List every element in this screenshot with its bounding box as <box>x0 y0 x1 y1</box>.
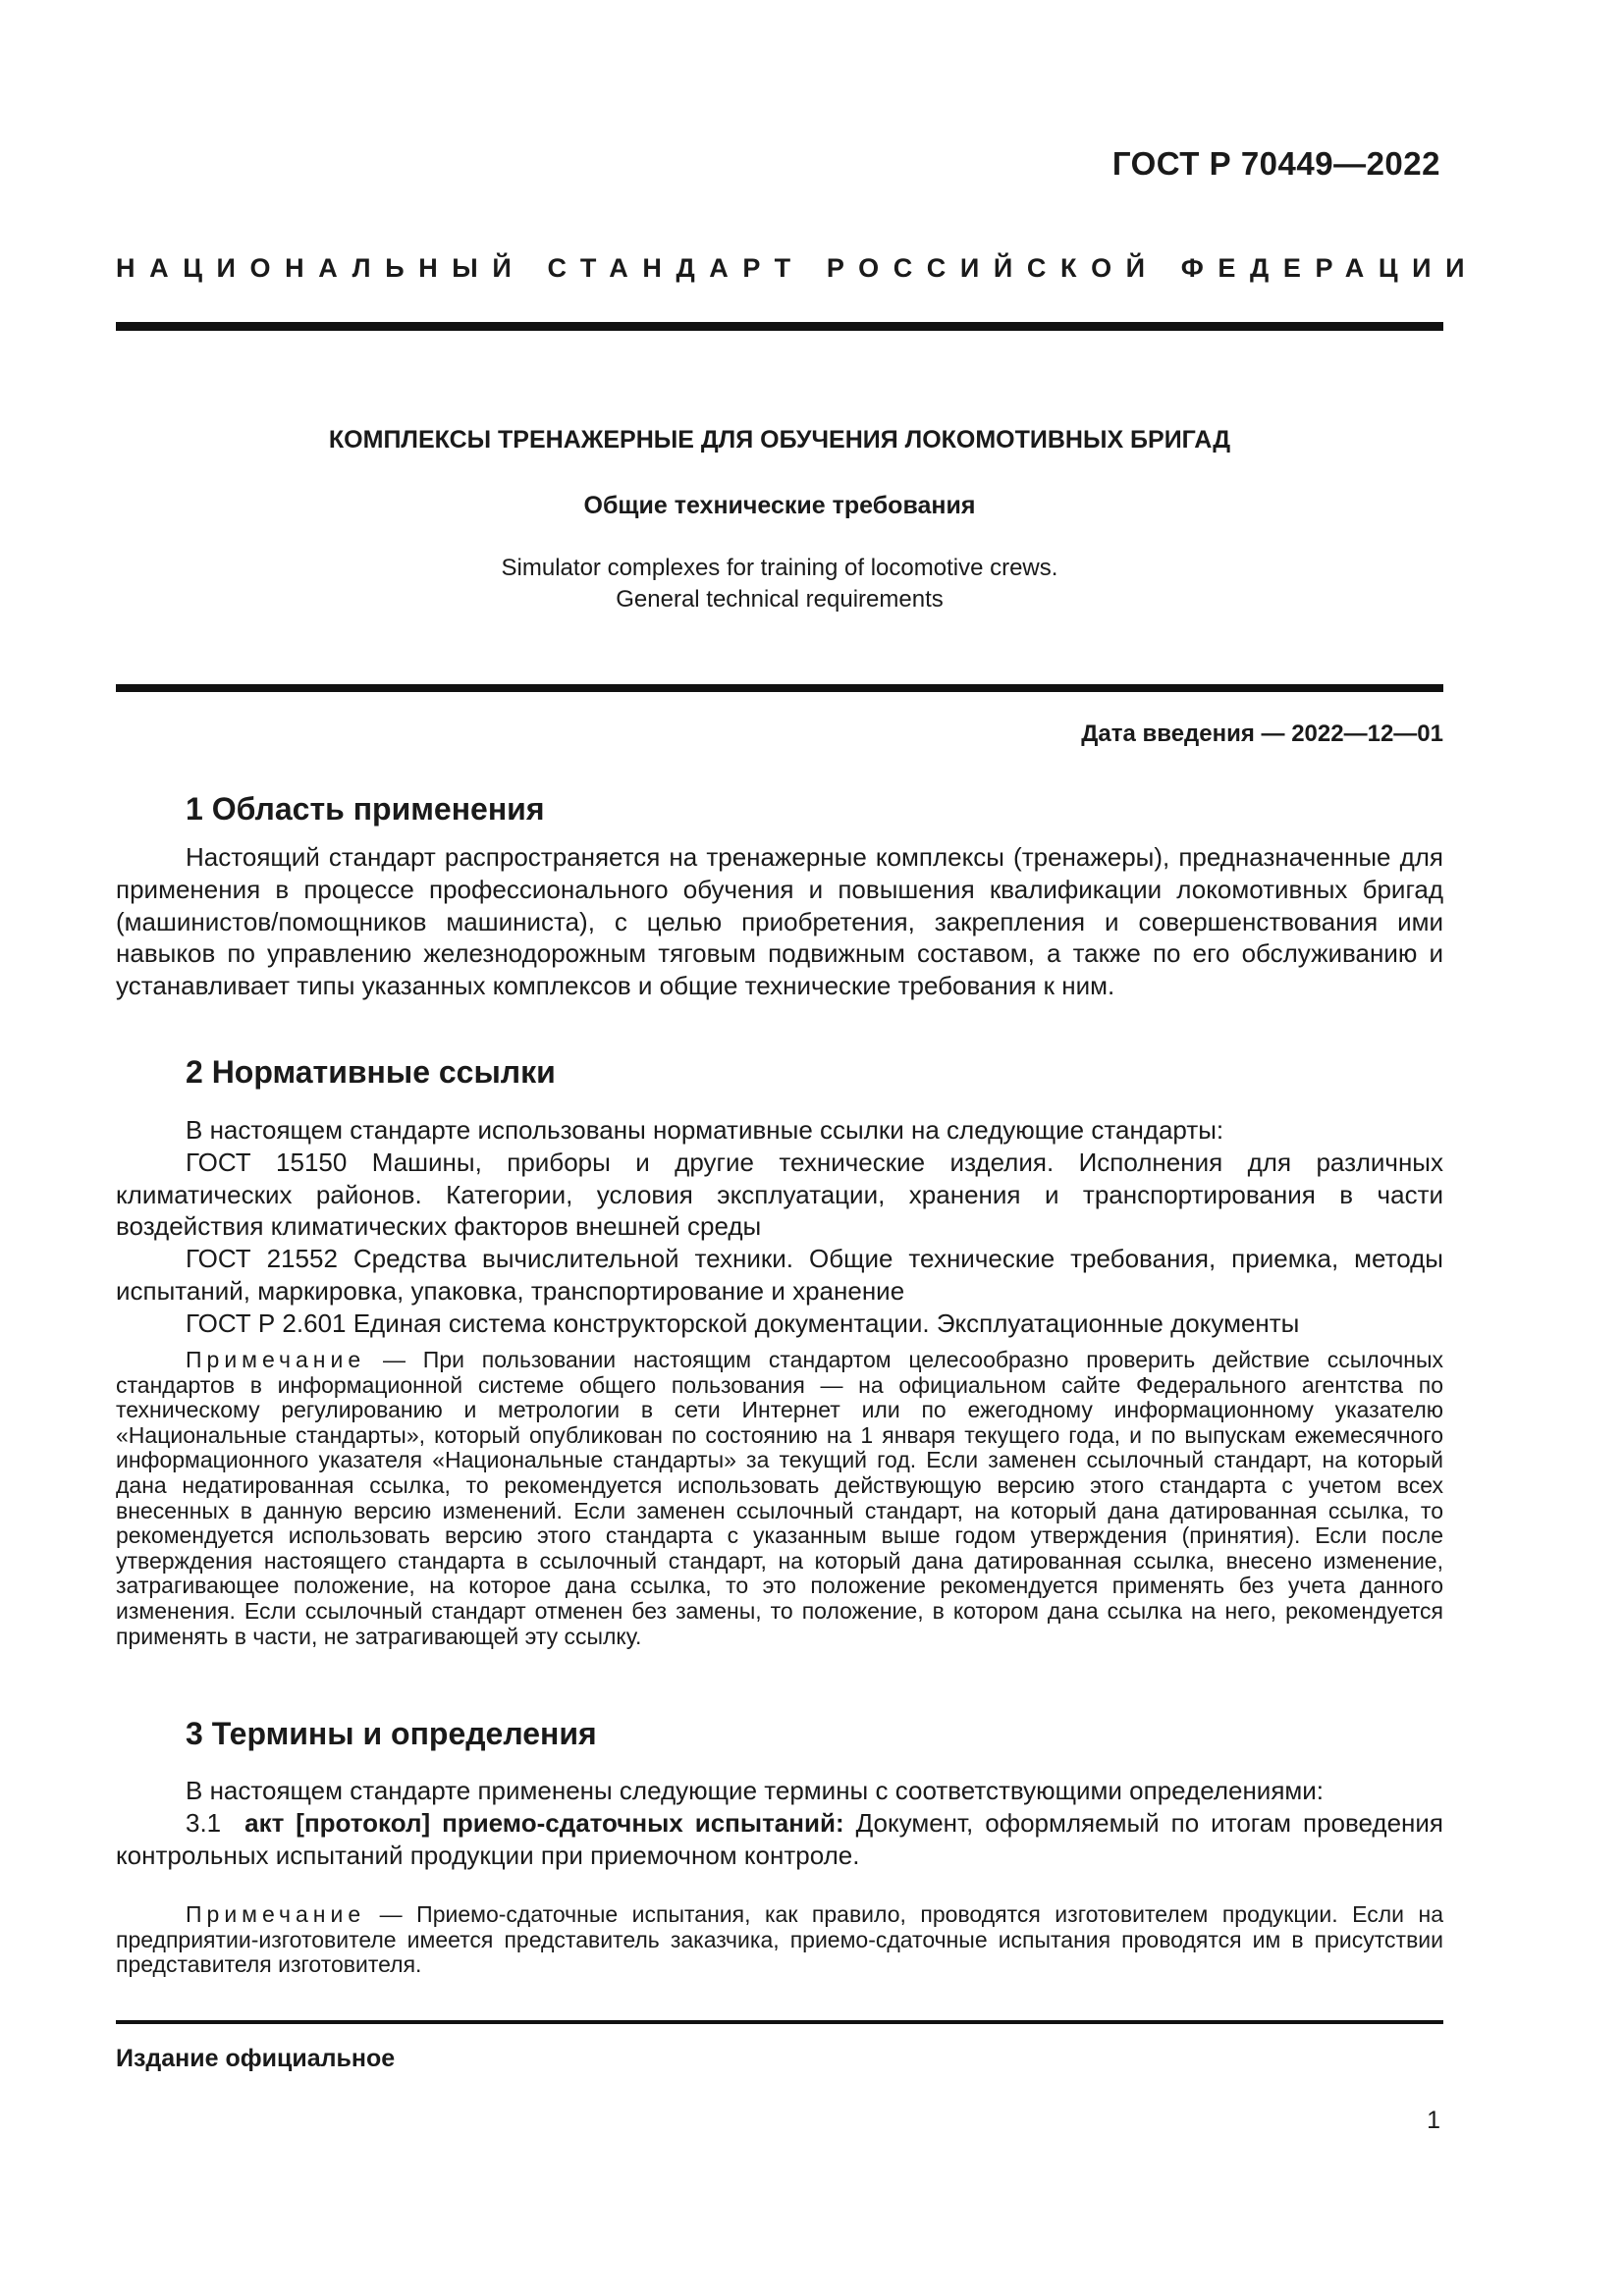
normative-ref-item: ГОСТ 15150 Машины, приборы и другие технические изделия. Исполнения для различных климатических районов. Категории, условия эксплуатации, хранения и транспортирования в части воздействия климатических факторов внешней среды <box>116 1147 1443 1242</box>
doc-number: ГОСТ Р 70449—2022 <box>1111 145 1440 182</box>
section-2-heading: 2 Нормативные ссылки <box>186 1054 556 1090</box>
section-2-note <box>116 1348 1443 1649</box>
section-3-intro: В настоящем стандарте применены следующие термины с соответствующими определениями: <box>186 1776 1325 1805</box>
section-1-paragraph: Настоящий стандарт распространяется на тренажерные комплексы (тренажеры), предназначенные для применения в процессе профессионального обучения и повышения квалификации локомотивных бригад (машинистов/помощников машиниста), с целью приобретения, закрепления и совершенствования ими навыков по управлению железнодорожным тяговым подвижным составом, а также по его обслуживанию и устанавливает типы указанных комплексов и общие технические требования к ним. <box>116 842 1443 1001</box>
term-number: 3.1 <box>186 1807 222 1838</box>
footer-divider <box>116 2020 1443 2024</box>
note-label: Примечание <box>186 1901 366 1927</box>
section-3-heading: 3 Термины и определения <box>186 1716 597 1751</box>
document-subtitle: Общие технические требования <box>583 492 976 519</box>
title-divider <box>116 684 1443 692</box>
note-text: — При пользовании настоящим стандартом целесообразно проверить действие ссылочных стандартов в информационной системе общего пользования — на официальном сайте Федерального агентства по техническому регулированию и метрологии в сети Интернет или по ежегодному информационному указателю «Национальные стандарты», который опубликован по состоянию на 1 января текущего года, и по выпускам ежемесячного информационного указателя «Национальные стандарты» за текущий год. Если заменен ссылочный стандарт, на который дана недатированная ссылка, то рекомендуется использовать действующую версию этого стандарта с учетом всех внесенных в данную версию изменений. Если заменен ссылочный стандарт, на который дана датированная ссылка, то рекомендуется использовать версию этого стандарта с указанным выше годом утверждения (принятия). Если после утверждения настоящего стандарта в ссылочный стандарт, на который дана датированная ссылка, внесено изменение, затрагивающее положение, на которое дана ссылка, то это положение рекомендуется применять без учета данного изменения. Если ссылочный стандарт отменен без замены, то положение, в котором дана ссылка на него, рекомендуется применять в части, не затрагивающей эту ссылку. <box>116 1347 1443 1649</box>
section-3-body <box>116 1775 1443 1871</box>
term-definition-text: Документ, оформляемый по итогам проведения контрольных испытаний продукции при приемочном контроле. <box>116 1807 1444 1870</box>
section-1-heading: 1 Область применения <box>186 791 545 827</box>
national-standard-banner: НАЦИОНАЛЬНЫЙ СТАНДАРТ РОССИЙСКОЙ ФЕДЕРАЦИИ <box>116 253 1480 283</box>
section-2-body <box>116 1114 1443 1340</box>
normative-ref-item: ГОСТ 21552 Средства вычислительной техники. Общие технические требования, приемка, методы испытаний, маркировка, упаковка, транспортирование и хранение <box>116 1244 1443 1306</box>
top-divider <box>116 322 1443 331</box>
term-definition <box>116 1807 1443 1872</box>
section-1-body <box>116 841 1443 1002</box>
introduction-date: Дата введения — 2022—12—01 <box>1081 721 1443 747</box>
english-title <box>116 553 1443 615</box>
section-3-note-paragraph <box>116 1902 1443 1978</box>
page-number: 1 <box>1427 2107 1440 2134</box>
section-3-note <box>116 1902 1443 1978</box>
section-2-intro: В настоящем стандарте использованы нормативные ссылки на следующие стандарты: <box>186 1115 1224 1145</box>
english-title-line-1: Simulator complexes for training of locomotive crews. <box>501 555 1058 581</box>
normative-ref-item: ГОСТ Р 2.601 Единая система конструкторской документации. Эксплуатационные документы <box>186 1308 1300 1338</box>
english-title-line-2: General technical requirements <box>616 586 944 613</box>
term-name: акт [протокол] приемо-сдаточных испытаний: <box>244 1807 844 1838</box>
note-text: — Приемо-сдаточные испытания, как правило, проводятся изготовителем продукции. Если на предприятии-изготовителе имеется представитель заказчика, приемо-сдаточные испытания проводятся им в присутствии представителя изготовителя. <box>116 1901 1443 1978</box>
note-label: Примечание <box>186 1347 366 1372</box>
document-title: КОМПЛЕКСЫ ТРЕНАЖЕРНЫЕ ДЛЯ ОБУЧЕНИЯ ЛОКОМОТИВНЫХ БРИГАД <box>328 426 1231 454</box>
official-edition-label: Издание официальное <box>116 2045 396 2072</box>
section-2-note-paragraph <box>116 1348 1443 1649</box>
